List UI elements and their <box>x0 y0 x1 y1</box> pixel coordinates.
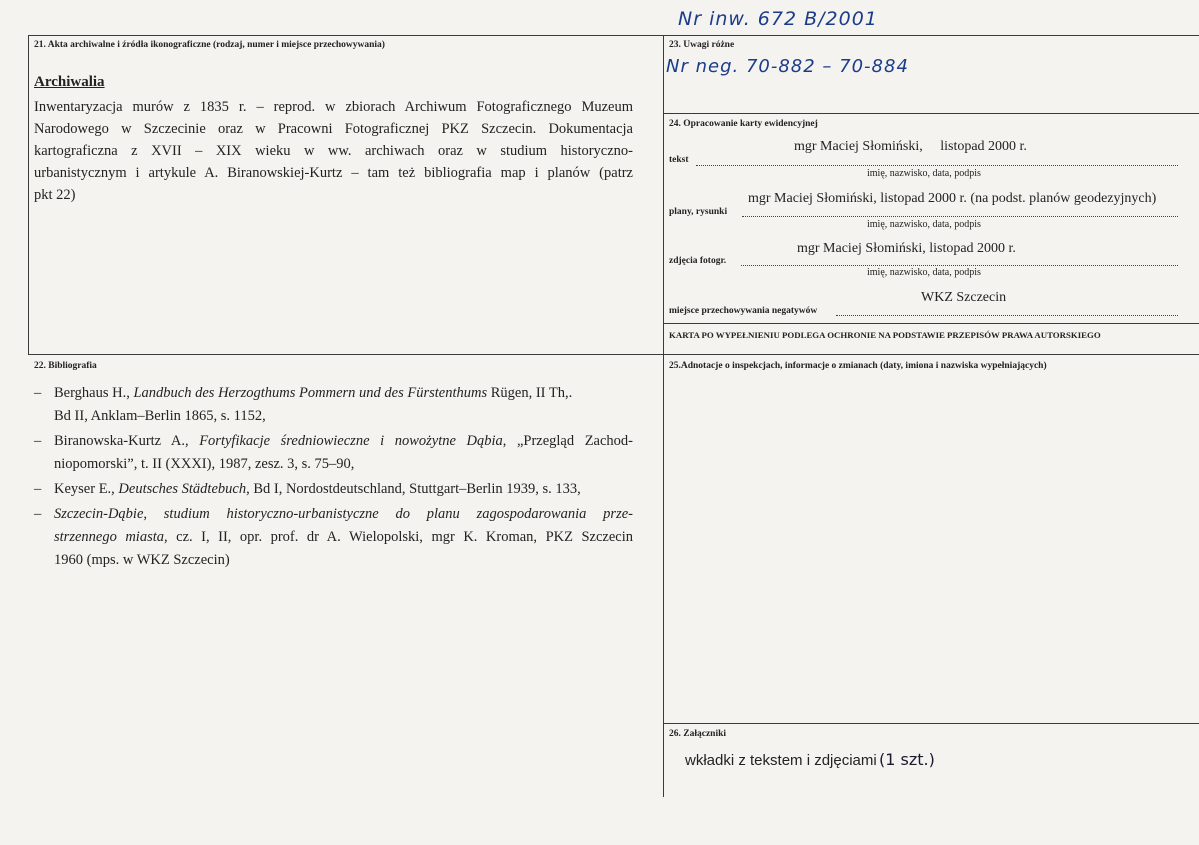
archival-line: Narodowego w Szczecinie oraz w Pracowni Fotograficznej PKZ Szczecin. Dokumentacja <box>34 121 633 137</box>
negatives-location-dotted-line <box>836 315 1178 316</box>
section24-notice-divider <box>663 323 1199 324</box>
section-21-label: 21. Akta archiwalne i źródła ikonograficzne (rodzaj, numer i miejsce przechowywania) <box>34 40 385 50</box>
copyright-notice: KARTA PO WYPEŁNIENIU PODLEGA OCHRONIE NA PODSTAWIE PRZEPISÓW PRAWA AUTORSKIEGO <box>669 330 1101 340</box>
photos-author-value: mgr Maciej Słomiński, listopad 2000 r. <box>797 241 1016 256</box>
archival-line: pkt 22) <box>34 187 76 203</box>
section24-top-border <box>663 113 1199 114</box>
left-border <box>28 35 29 355</box>
center-divider <box>663 35 664 797</box>
section-24-label: 24. Opracowanie karty ewidencyjnej <box>669 119 818 129</box>
section-22-label: 22. Bibliografia <box>34 361 97 371</box>
photos-author-dotted-line <box>741 265 1178 266</box>
bibliography-item: – Biranowska-Kurtz A., Fortyfikacje średniowieczne i nowożytne Dąbia, „Przegląd Zachod- niopomorski”, t. II (XXXI), 1987, zesz. 3, s. 75–90, <box>34 433 634 472</box>
text-author-caption: imię, nazwisko, data, podpis <box>867 168 981 179</box>
top-border <box>28 35 1199 36</box>
text-author-dotted-line <box>696 165 1178 166</box>
section-23-label: 23. Uwagi różne <box>669 40 735 50</box>
inventory-number-handwritten: Nr inw. 672 B/2001 <box>678 8 878 30</box>
archival-line: urbanistycznym i artykule A. Biranowskiej-Kurtz – tam też bibliografia map i planów (patrz <box>34 165 633 181</box>
bibliography-item: – Keyser E., Deutsches Städtebuch, Bd I, Nordostdeutschland, Stuttgart–Berlin 1939, s. 133, <box>34 481 581 497</box>
section-25-label: 25.Adnotacje o inspekcjach, informacje o zmianach (daty, imiona i nazwiska wypełniających) <box>669 361 1047 371</box>
plans-author-label: plany, rysunki <box>669 207 728 217</box>
photos-author-label: zdjęcia fotogr. <box>669 256 727 266</box>
middle-border <box>28 354 1199 355</box>
plans-author-dotted-line <box>742 216 1178 217</box>
archival-line: kartograficzna z XVII – XIX wieku w ww. archiwach oraz w studium historyczno- <box>34 143 633 159</box>
text-author-label: tekst <box>669 155 689 165</box>
bibliography-item: – Szczecin-Dąbie, studium historyczno-urbanistyczne do planu zagospodarowania prze- strzennego miasta, cz. I, II, opr. prof. dr A. Wielopolski, mgr K. Kroman, PKZ Szczecin 1960 (mps. w WKZ Szczecin) <box>34 506 633 568</box>
negative-numbers-handwritten: Nr neg. 70-882 – 70-884 <box>666 56 909 77</box>
section-26-label: 26. Załączniki <box>669 729 727 739</box>
archival-line: Inwentaryzacja murów z 1835 r. – reprod. w zbiorach Archiwum Fotograficznego Muzeum <box>34 99 633 115</box>
negatives-location-label: miejsce przechowywania negatywów <box>669 306 818 316</box>
attachments-count-handwritten: (1 szt.) <box>879 750 935 769</box>
attachments-text: wkładki z tekstem i zdjęciami <box>685 752 877 769</box>
section26-top-border <box>663 723 1199 724</box>
bibliography-list <box>34 382 633 572</box>
archival-description <box>34 96 633 206</box>
text-author-value: mgr Maciej Słomiński, listopad 2000 r. <box>794 139 1027 154</box>
negatives-location-value: WKZ Szczecin <box>921 290 1007 305</box>
plans-author-value: mgr Maciej Słomiński, listopad 2000 r. (na podst. planów geodezyjnych) <box>748 191 1157 206</box>
plans-author-caption: imię, nazwisko, data, podpis <box>867 219 981 230</box>
photos-author-caption: imię, nazwisko, data, podpis <box>867 267 981 278</box>
bibliography-item: – Berghaus H., Landbuch des Herzogthums Pommern und des Fürstenthums Rügen, II Th,. Bd II, Anklam–Berlin 1865, s. 1152, <box>34 385 573 424</box>
archiwalia-heading: Archiwalia <box>34 74 105 90</box>
